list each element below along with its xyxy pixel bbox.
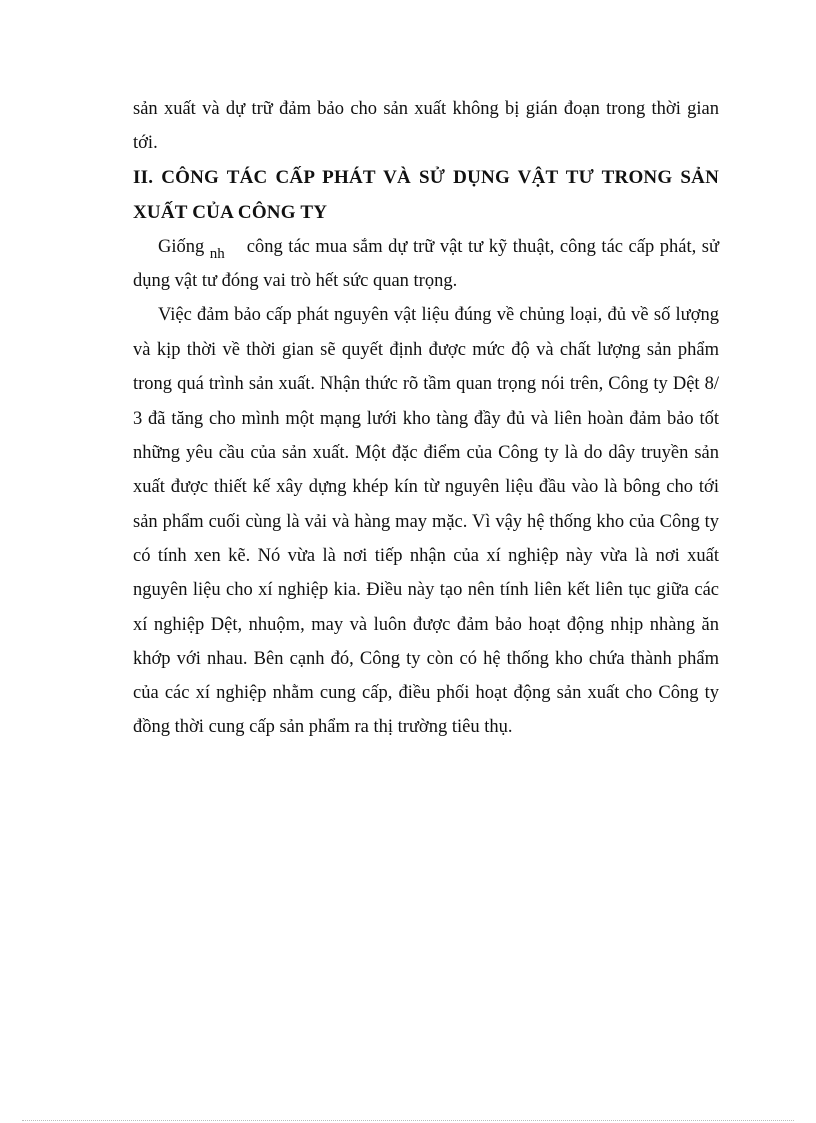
continuation-line-1: sản xuất và dự trữ đảm bảo cho sản xuất không bị gián đoạn trong thời gian — [133, 99, 719, 119]
paragraph-1-end: công tác mua sắm dự trữ vật tư kỹ thuật, công tác cấp phát, sử — [246, 237, 719, 257]
paragraph-1-line-1 — [158, 236, 719, 262]
paragraph-2-line: xuất được thiết kế xây dựng khép kín từ nguyên liệu đầu vào là bông cho tới — [133, 477, 719, 497]
continuation-line-2: tới. — [133, 133, 158, 153]
paragraph-2-line: đồng thời cung cấp sản phẩm ra thị trường tiêu thụ. — [133, 717, 513, 737]
paragraph-1-subscript: nh — [209, 246, 225, 262]
paragraph-2-line: của các xí nghiệp nhằm cung cấp, điều phối hoạt động sản xuất cho Công ty — [133, 683, 719, 703]
paragraph-2-line: những yêu cầu của sản xuất. Một đặc điểm của Công ty là do dây truyền sản — [133, 443, 719, 463]
page-bottom-divider — [22, 1120, 794, 1121]
paragraph-2-line: Việc đảm bảo cấp phát nguyên vật liệu đúng về chủng loại, đủ về số lượng — [158, 305, 719, 325]
paragraph-2-line: có tính xen kẽ. Nó vừa là nơi tiếp nhận của xí nghiệp này vừa là nơi xuất — [133, 546, 719, 566]
paragraph-2-line: và kịp thời về thời gian sẽ quyết định được mức độ và chất lượng sản phẩm — [133, 340, 719, 360]
paragraph-2-line: nguyên liệu cho xí nghiệp kia. Điều này tạo nên tính liên kết liên tục giữa các — [133, 580, 719, 600]
section-heading-line-2: XUẤT CỦA CÔNG TY — [133, 202, 328, 223]
paragraph-2-line: xí nghiệp Dệt, nhuộm, may và luôn được đảm bảo hoạt động nhịp nhàng ăn — [133, 615, 719, 635]
paragraph-1-start: Giống — [158, 237, 205, 257]
paragraph-2-line: 3 đã tăng cho mình một mạng lưới kho tàng đầy đủ và liên hoàn đảm bảo tốt — [133, 409, 719, 429]
paragraph-2-line: khớp với nhau. Bên cạnh đó, Công ty còn có hệ thống kho chứa thành phẩm — [133, 649, 719, 669]
section-heading-line-1: II. CÔNG TÁC CẤP PHÁT VÀ SỬ DỤNG VẬT TƯ TRONG SẢN — [133, 167, 719, 188]
paragraph-2-line: sản phẩm cuối cùng là vải và hàng may mặc. Vì vậy hệ thống kho của Công ty — [133, 512, 719, 532]
paragraph-1-line-2: dụng vật tư đóng vai trò hết sức quan trọng. — [133, 271, 458, 291]
paragraph-2-line: trong quá trình sản xuất. Nhận thức rõ tầm quan trọng nói trên, Công ty Dệt 8/ — [133, 374, 719, 394]
